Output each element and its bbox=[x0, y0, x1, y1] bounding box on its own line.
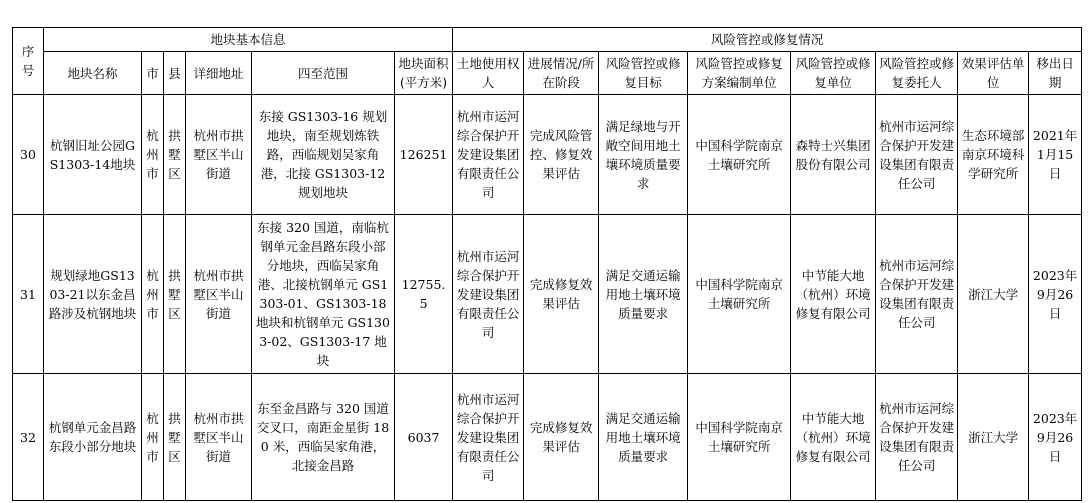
cell-commissioner: 杭州市运河综合保护开发建设集团有限责任公司 bbox=[876, 374, 958, 501]
cell-goal: 满足绿地与开敞空间用地土壤环境质量要求 bbox=[599, 95, 688, 215]
cell-land-user: 杭州市运河综合保护开发建设集团有限责任公司 bbox=[453, 215, 524, 374]
table-row bbox=[13, 374, 1082, 501]
cell-removal-date: 2023年9月26日 bbox=[1029, 215, 1082, 374]
header-name: 地块名称 bbox=[44, 52, 142, 95]
cell-land-user: 杭州市运河综合保护开发建设集团有限责任公司 bbox=[453, 95, 524, 215]
table-row bbox=[13, 215, 1082, 374]
cell-progress: 完成风险管控、修复效果评估 bbox=[524, 95, 599, 215]
cell-seq: 31 bbox=[13, 215, 44, 374]
remediation-table bbox=[12, 27, 1082, 501]
cell-address: 杭州市拱墅区半山街道 bbox=[186, 215, 252, 374]
cell-plan-unit: 中国科学院南京土壤研究所 bbox=[688, 215, 791, 374]
cell-bounds: 东至金昌路与 320 国道交叉口，南距金星街 180 米，西临吴家角港，北接金昌路 bbox=[252, 374, 395, 501]
cell-removal-date: 2021年1月15日 bbox=[1029, 95, 1082, 215]
header-eval-unit: 效果评估单位 bbox=[958, 52, 1029, 95]
cell-land-user: 杭州市运河综合保护开发建设集团有限责任公司 bbox=[453, 374, 524, 501]
header-seq: 序号 bbox=[13, 28, 44, 95]
cell-eval-unit: 浙江大学 bbox=[958, 215, 1029, 374]
cell-repair-unit: 森特士兴集团股份有限公司 bbox=[791, 95, 876, 215]
cell-city: 杭州市 bbox=[142, 215, 164, 374]
cell-area: 126251 bbox=[395, 95, 453, 215]
cell-address: 杭州市拱墅区半山街道 bbox=[186, 95, 252, 215]
cell-eval-unit: 生态环境部南京环境科学研究所 bbox=[958, 95, 1029, 215]
header-goal: 风险管控或修复目标 bbox=[599, 52, 688, 95]
cell-bounds: 东接 GS1303-16 规划地块，南至规划炼铁路，西临规划吴家角港，北接 GS1303-12 规划地块 bbox=[252, 95, 395, 215]
header-commissioner: 风险管控或修复委托人 bbox=[876, 52, 958, 95]
cell-area: 12755.5 bbox=[395, 215, 453, 374]
cell-county: 拱墅区 bbox=[164, 374, 186, 501]
cell-seq: 32 bbox=[13, 374, 44, 501]
cell-county: 拱墅区 bbox=[164, 95, 186, 215]
header-group-row bbox=[13, 28, 1082, 52]
cell-progress: 完成修复效果评估 bbox=[524, 215, 599, 374]
cell-bounds: 东接 320 国道，南临杭钢单元金昌路东段小部分地块，西临吴家角港、北接杭钢单元 GS1303-01、GS1303-18 地块和杭钢单元 GS1303-02、GS1303-17 地块 bbox=[252, 215, 395, 374]
cell-seq: 30 bbox=[13, 95, 44, 215]
cell-progress: 完成修复效果评估 bbox=[524, 374, 599, 501]
cell-repair-unit: 中节能大地（杭州）环境修复有限公司 bbox=[791, 215, 876, 374]
cell-commissioner: 杭州市运河综合保护开发建设集团有限责任公司 bbox=[876, 95, 958, 215]
cell-commissioner: 杭州市运河综合保护开发建设集团有限责任公司 bbox=[876, 215, 958, 374]
cell-repair-unit: 中节能大地（杭州）环境修复有限公司 bbox=[791, 374, 876, 501]
header-area: 地块面积(平方米) bbox=[395, 52, 453, 95]
cell-eval-unit: 浙江大学 bbox=[958, 374, 1029, 501]
header-plan-unit: 风险管控或修复方案编制单位 bbox=[688, 52, 791, 95]
header-group-basic: 地块基本信息 bbox=[44, 28, 453, 52]
cell-plan-unit: 中国科学院南京土壤研究所 bbox=[688, 95, 791, 215]
cell-name: 规划绿地GS1303-21以东金昌路涉及杭钢地块 bbox=[44, 215, 142, 374]
cell-county: 拱墅区 bbox=[164, 215, 186, 374]
cell-goal: 满足交通运输用地土壤环境质量要求 bbox=[599, 215, 688, 374]
cell-goal: 满足交通运输用地土壤环境质量要求 bbox=[599, 374, 688, 501]
header-columns-row bbox=[13, 52, 1082, 95]
header-address: 详细地址 bbox=[186, 52, 252, 95]
header-progress: 进展情况/所在阶段 bbox=[524, 52, 599, 95]
cell-city: 杭州市 bbox=[142, 95, 164, 215]
cell-name: 杭钢旧址公园GS1303-14地块 bbox=[44, 95, 142, 215]
cell-removal-date: 2023年9月26日 bbox=[1029, 374, 1082, 501]
cell-area: 6037 bbox=[395, 374, 453, 501]
header-county: 县 bbox=[164, 52, 186, 95]
header-land-user: 土地使用权人 bbox=[453, 52, 524, 95]
cell-address: 杭州市拱墅区半山街道 bbox=[186, 374, 252, 501]
header-removal-date: 移出日期 bbox=[1029, 52, 1082, 95]
cell-city: 杭州市 bbox=[142, 374, 164, 501]
table-row bbox=[13, 95, 1082, 215]
cell-name: 杭钢单元金昌路东段小部分地块 bbox=[44, 374, 142, 501]
header-repair-unit: 风险管控或修复单位 bbox=[791, 52, 876, 95]
cell-plan-unit: 中国科学院南京土壤研究所 bbox=[688, 374, 791, 501]
header-bounds: 四至范围 bbox=[252, 52, 395, 95]
header-group-risk: 风险管控或修复情况 bbox=[453, 28, 1082, 52]
header-city: 市 bbox=[142, 52, 164, 95]
